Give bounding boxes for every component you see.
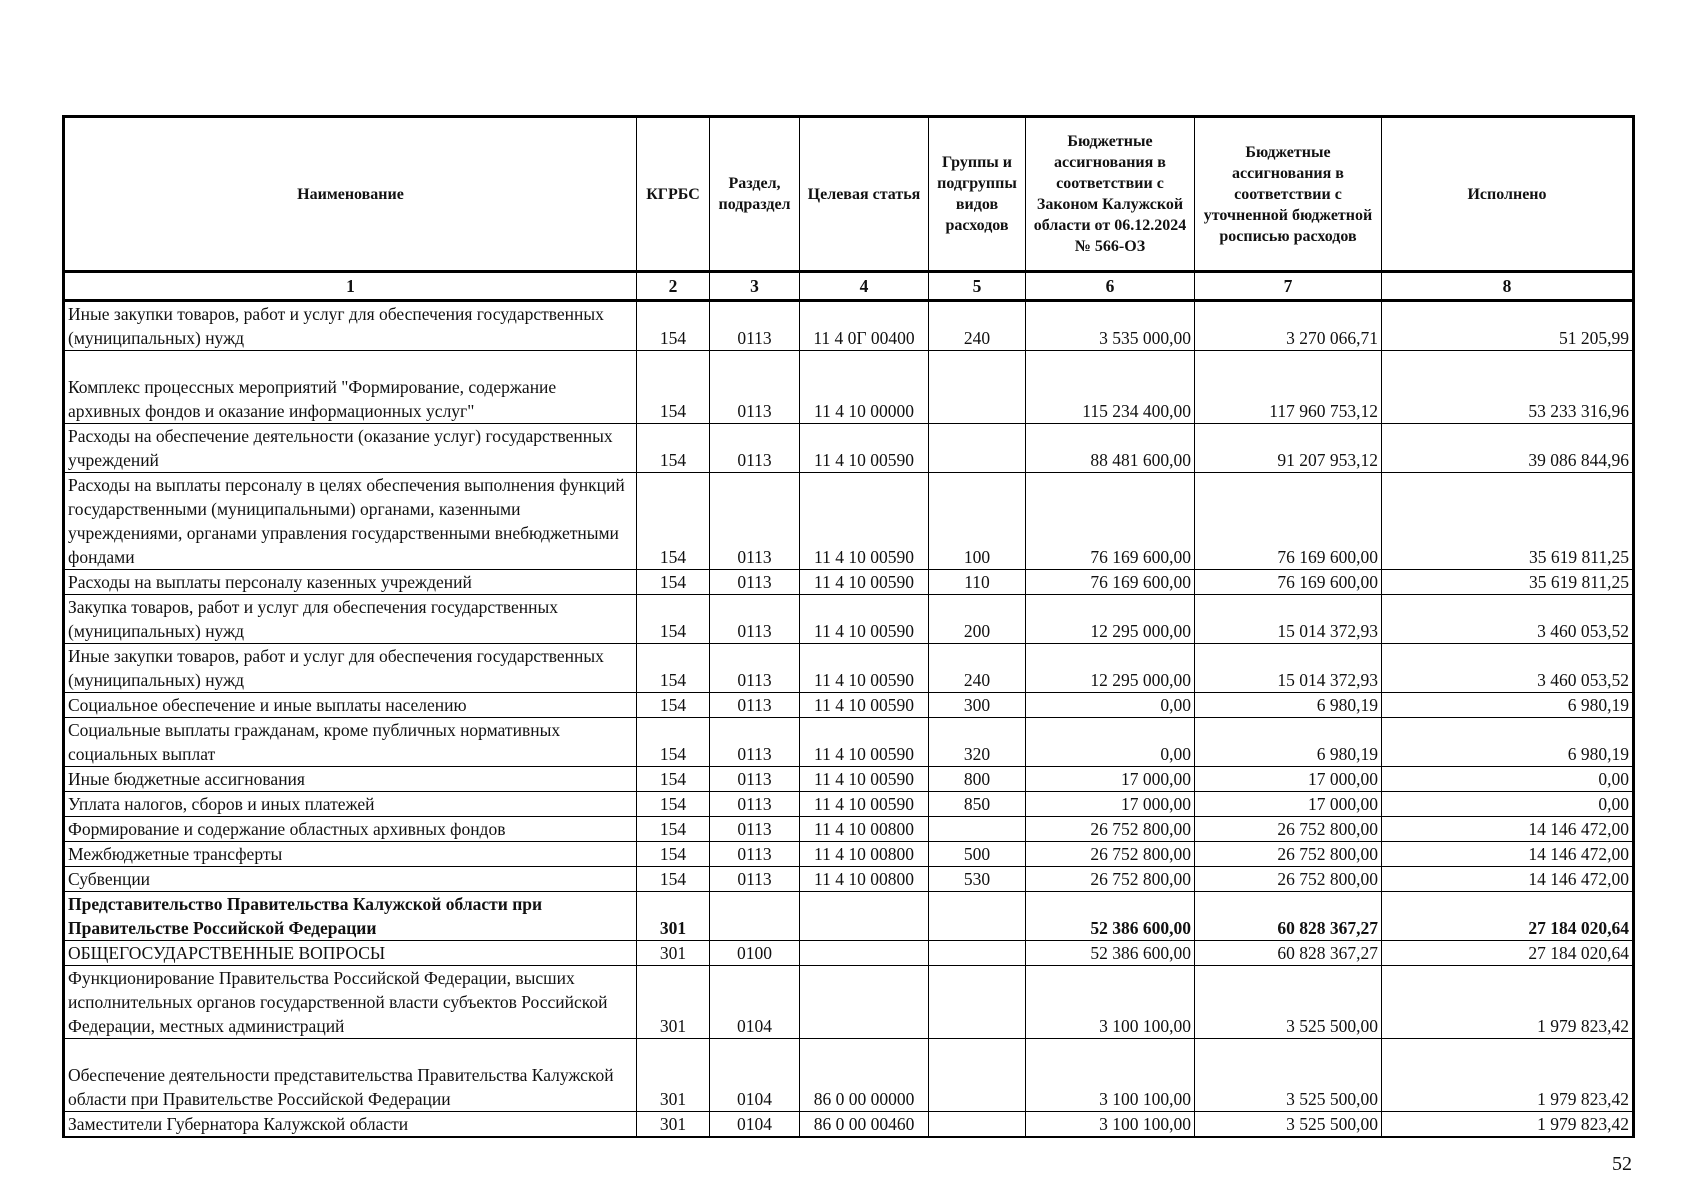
row-law-amount: 0,00 xyxy=(1026,693,1195,718)
table-row xyxy=(64,424,1634,473)
row-roster-amount: 15 014 372,93 xyxy=(1195,644,1382,693)
row-law-amount: 0,00 xyxy=(1026,718,1195,767)
row-group: 850 xyxy=(929,792,1026,817)
row-roster-amount: 76 169 600,00 xyxy=(1195,473,1382,570)
row-done-amount: 1 979 823,42 xyxy=(1382,966,1634,1039)
header-done: Исполнено xyxy=(1382,117,1634,272)
row-name: Обеспечение деятельности представительства Правительства Калужской области при Правительстве Российской Федерации xyxy=(64,1039,637,1112)
row-statya xyxy=(800,966,929,1039)
row-statya: 11 4 10 00590 xyxy=(800,595,929,644)
row-done-amount: 1 979 823,42 xyxy=(1382,1112,1634,1138)
row-name: Межбюджетные трансферты xyxy=(64,842,637,867)
row-done-amount: 0,00 xyxy=(1382,767,1634,792)
row-law-amount: 76 169 600,00 xyxy=(1026,473,1195,570)
table-row xyxy=(64,892,1634,941)
row-statya: 11 4 10 00590 xyxy=(800,693,929,718)
row-done-amount: 51 205,99 xyxy=(1382,301,1634,351)
row-group xyxy=(929,1112,1026,1138)
row-statya: 86 0 00 00460 xyxy=(800,1112,929,1138)
row-group xyxy=(929,424,1026,473)
row-roster-amount: 60 828 367,27 xyxy=(1195,892,1382,941)
row-law-amount: 12 295 000,00 xyxy=(1026,595,1195,644)
row-group xyxy=(929,892,1026,941)
table-row xyxy=(64,867,1634,892)
row-razdel: 0113 xyxy=(710,301,800,351)
table-row xyxy=(64,842,1634,867)
row-statya: 11 4 10 00800 xyxy=(800,842,929,867)
header-name: Наименование xyxy=(64,117,637,272)
row-name: Субвенции xyxy=(64,867,637,892)
column-number: 7 xyxy=(1195,272,1382,301)
row-group: 530 xyxy=(929,867,1026,892)
row-kgrbs: 154 xyxy=(637,842,710,867)
row-razdel: 0113 xyxy=(710,817,800,842)
row-kgrbs: 154 xyxy=(637,767,710,792)
row-roster-amount: 3 525 500,00 xyxy=(1195,1039,1382,1112)
row-group: 300 xyxy=(929,693,1026,718)
row-kgrbs: 301 xyxy=(637,941,710,966)
row-group: 200 xyxy=(929,595,1026,644)
table-row xyxy=(64,718,1634,767)
row-name: Расходы на выплаты персоналу в целях обеспечения выполнения функций государственными (муниципальными) органами, казенными учреждениями, органами управления государственными внебюджетными фондами xyxy=(64,473,637,570)
table-row xyxy=(64,767,1634,792)
row-group: 100 xyxy=(929,473,1026,570)
table-row xyxy=(64,301,1634,351)
row-statya xyxy=(800,892,929,941)
row-law-amount: 3 535 000,00 xyxy=(1026,301,1195,351)
column-number: 2 xyxy=(637,272,710,301)
column-number: 5 xyxy=(929,272,1026,301)
row-razdel: 0113 xyxy=(710,424,800,473)
row-kgrbs: 154 xyxy=(637,867,710,892)
header-kgrbs: КГРБС xyxy=(637,117,710,272)
row-kgrbs: 154 xyxy=(637,718,710,767)
row-razdel: 0113 xyxy=(710,842,800,867)
column-number: 6 xyxy=(1026,272,1195,301)
row-name: Расходы на выплаты персоналу казенных учреждений xyxy=(64,570,637,595)
row-group: 110 xyxy=(929,570,1026,595)
row-statya: 11 4 10 00000 xyxy=(800,351,929,424)
header-law: Бюджетные ассигнования в соответствии с Законом Калужской области от 06.12.2024 № 566-ОЗ xyxy=(1026,117,1195,272)
row-law-amount: 17 000,00 xyxy=(1026,767,1195,792)
row-name: Заместители Губернатора Калужской области xyxy=(64,1112,637,1138)
row-statya: 11 4 10 00590 xyxy=(800,473,929,570)
row-roster-amount: 3 270 066,71 xyxy=(1195,301,1382,351)
row-name: Уплата налогов, сборов и иных платежей xyxy=(64,792,637,817)
row-law-amount: 26 752 800,00 xyxy=(1026,817,1195,842)
row-law-amount: 3 100 100,00 xyxy=(1026,1039,1195,1112)
table-row xyxy=(64,595,1634,644)
row-razdel: 0104 xyxy=(710,1112,800,1138)
row-statya: 11 4 10 00590 xyxy=(800,792,929,817)
row-roster-amount: 17 000,00 xyxy=(1195,792,1382,817)
row-razdel: 0113 xyxy=(710,867,800,892)
row-name: Закупка товаров, работ и услуг для обеспечения государственных (муниципальных) нужд xyxy=(64,595,637,644)
row-razdel xyxy=(710,892,800,941)
row-statya: 11 4 10 00590 xyxy=(800,767,929,792)
row-razdel: 0113 xyxy=(710,644,800,693)
row-kgrbs: 154 xyxy=(637,351,710,424)
row-done-amount: 35 619 811,25 xyxy=(1382,473,1634,570)
row-name: Формирование и содержание областных архивных фондов xyxy=(64,817,637,842)
table-row xyxy=(64,351,1634,424)
row-razdel: 0113 xyxy=(710,693,800,718)
row-law-amount: 3 100 100,00 xyxy=(1026,1112,1195,1138)
row-done-amount: 0,00 xyxy=(1382,792,1634,817)
row-statya: 11 4 10 00590 xyxy=(800,424,929,473)
row-group xyxy=(929,1039,1026,1112)
row-roster-amount: 6 980,19 xyxy=(1195,718,1382,767)
column-number-row xyxy=(64,272,1634,301)
table-row xyxy=(64,817,1634,842)
row-done-amount: 27 184 020,64 xyxy=(1382,941,1634,966)
table-header-row xyxy=(64,117,1634,272)
row-statya: 11 4 0Г 00400 xyxy=(800,301,929,351)
page-number: 52 xyxy=(1612,1153,1632,1175)
row-kgrbs: 154 xyxy=(637,570,710,595)
row-roster-amount: 26 752 800,00 xyxy=(1195,867,1382,892)
row-kgrbs: 301 xyxy=(637,1112,710,1138)
row-kgrbs: 154 xyxy=(637,644,710,693)
row-kgrbs: 154 xyxy=(637,473,710,570)
row-razdel: 0113 xyxy=(710,473,800,570)
row-statya: 11 4 10 00590 xyxy=(800,644,929,693)
table-row xyxy=(64,644,1634,693)
row-statya: 11 4 10 00590 xyxy=(800,718,929,767)
row-roster-amount: 3 525 500,00 xyxy=(1195,966,1382,1039)
row-law-amount: 26 752 800,00 xyxy=(1026,867,1195,892)
row-roster-amount: 91 207 953,12 xyxy=(1195,424,1382,473)
row-law-amount: 88 481 600,00 xyxy=(1026,424,1195,473)
row-law-amount: 52 386 600,00 xyxy=(1026,892,1195,941)
row-kgrbs: 154 xyxy=(637,817,710,842)
row-razdel: 0113 xyxy=(710,351,800,424)
row-kgrbs: 154 xyxy=(637,424,710,473)
row-kgrbs: 154 xyxy=(637,693,710,718)
row-law-amount: 76 169 600,00 xyxy=(1026,570,1195,595)
header-razdel: Раздел, подраздел xyxy=(710,117,800,272)
row-razdel: 0113 xyxy=(710,570,800,595)
table-row xyxy=(64,792,1634,817)
table-row xyxy=(64,473,1634,570)
row-name: ОБЩЕГОСУДАРСТВЕННЫЕ ВОПРОСЫ xyxy=(64,941,637,966)
row-razdel: 0113 xyxy=(710,792,800,817)
row-law-amount: 3 100 100,00 xyxy=(1026,966,1195,1039)
row-razdel: 0113 xyxy=(710,595,800,644)
row-law-amount: 17 000,00 xyxy=(1026,792,1195,817)
row-name: Социальные выплаты гражданам, кроме публичных нормативных социальных выплат xyxy=(64,718,637,767)
row-done-amount: 14 146 472,00 xyxy=(1382,817,1634,842)
row-law-amount: 26 752 800,00 xyxy=(1026,842,1195,867)
table-row xyxy=(64,941,1634,966)
row-name: Представительство Правительства Калужской области при Правительстве Российской Федерации xyxy=(64,892,637,941)
row-kgrbs: 154 xyxy=(637,595,710,644)
row-kgrbs: 301 xyxy=(637,966,710,1039)
row-name: Иные закупки товаров, работ и услуг для обеспечения государственных (муниципальных) нужд xyxy=(64,301,637,351)
row-done-amount: 53 233 316,96 xyxy=(1382,351,1634,424)
row-roster-amount: 117 960 753,12 xyxy=(1195,351,1382,424)
row-statya: 11 4 10 00590 xyxy=(800,570,929,595)
row-done-amount: 27 184 020,64 xyxy=(1382,892,1634,941)
column-number: 1 xyxy=(64,272,637,301)
row-group: 800 xyxy=(929,767,1026,792)
row-group xyxy=(929,351,1026,424)
row-roster-amount: 17 000,00 xyxy=(1195,767,1382,792)
row-roster-amount: 26 752 800,00 xyxy=(1195,817,1382,842)
row-kgrbs: 154 xyxy=(637,792,710,817)
row-roster-amount: 26 752 800,00 xyxy=(1195,842,1382,867)
row-razdel: 0100 xyxy=(710,941,800,966)
row-statya: 11 4 10 00800 xyxy=(800,867,929,892)
row-name: Функционирование Правительства Российской Федерации, высших исполнительных органов государственной власти субъектов Российской Федерации, местных администраций xyxy=(64,966,637,1039)
row-statya: 86 0 00 00000 xyxy=(800,1039,929,1112)
budget-table xyxy=(62,115,1635,1138)
row-kgrbs: 301 xyxy=(637,892,710,941)
row-razdel: 0113 xyxy=(710,718,800,767)
row-group xyxy=(929,941,1026,966)
column-number: 8 xyxy=(1382,272,1634,301)
row-name: Расходы на обеспечение деятельности (оказание услуг) государственных учреждений xyxy=(64,424,637,473)
row-name: Иные бюджетные ассигнования xyxy=(64,767,637,792)
table-row xyxy=(64,1112,1634,1138)
row-done-amount: 14 146 472,00 xyxy=(1382,867,1634,892)
row-kgrbs: 301 xyxy=(637,1039,710,1112)
row-done-amount: 14 146 472,00 xyxy=(1382,842,1634,867)
row-law-amount: 115 234 400,00 xyxy=(1026,351,1195,424)
header-roster: Бюджетные ассигнования в соответствии с уточненной бюджетной росписью расходов xyxy=(1195,117,1382,272)
row-razdel: 0104 xyxy=(710,966,800,1039)
row-group: 240 xyxy=(929,644,1026,693)
table-row xyxy=(64,966,1634,1039)
row-razdel: 0104 xyxy=(710,1039,800,1112)
row-done-amount: 3 460 053,52 xyxy=(1382,644,1634,693)
row-done-amount: 1 979 823,42 xyxy=(1382,1039,1634,1112)
row-done-amount: 6 980,19 xyxy=(1382,693,1634,718)
row-group xyxy=(929,966,1026,1039)
row-roster-amount: 76 169 600,00 xyxy=(1195,570,1382,595)
row-name: Социальное обеспечение и иные выплаты населению xyxy=(64,693,637,718)
row-done-amount: 6 980,19 xyxy=(1382,718,1634,767)
table-row xyxy=(64,570,1634,595)
row-group: 500 xyxy=(929,842,1026,867)
row-roster-amount: 6 980,19 xyxy=(1195,693,1382,718)
row-group: 240 xyxy=(929,301,1026,351)
column-number: 3 xyxy=(710,272,800,301)
table-row xyxy=(64,1039,1634,1112)
row-law-amount: 12 295 000,00 xyxy=(1026,644,1195,693)
row-razdel: 0113 xyxy=(710,767,800,792)
header-statya: Целевая статья xyxy=(800,117,929,272)
row-law-amount: 52 386 600,00 xyxy=(1026,941,1195,966)
row-kgrbs: 154 xyxy=(637,301,710,351)
row-done-amount: 3 460 053,52 xyxy=(1382,595,1634,644)
row-name: Иные закупки товаров, работ и услуг для обеспечения государственных (муниципальных) нужд xyxy=(64,644,637,693)
column-number: 4 xyxy=(800,272,929,301)
row-group xyxy=(929,817,1026,842)
row-done-amount: 39 086 844,96 xyxy=(1382,424,1634,473)
row-roster-amount: 60 828 367,27 xyxy=(1195,941,1382,966)
row-statya: 11 4 10 00800 xyxy=(800,817,929,842)
header-group: Группы и подгруппы видов расходов xyxy=(929,117,1026,272)
row-statya xyxy=(800,941,929,966)
row-group: 320 xyxy=(929,718,1026,767)
row-name: Комплекс процессных мероприятий "Формирование, содержание архивных фондов и оказание информационных услуг" xyxy=(64,351,637,424)
row-roster-amount: 15 014 372,93 xyxy=(1195,595,1382,644)
table-row xyxy=(64,693,1634,718)
row-roster-amount: 3 525 500,00 xyxy=(1195,1112,1382,1138)
row-done-amount: 35 619 811,25 xyxy=(1382,570,1634,595)
